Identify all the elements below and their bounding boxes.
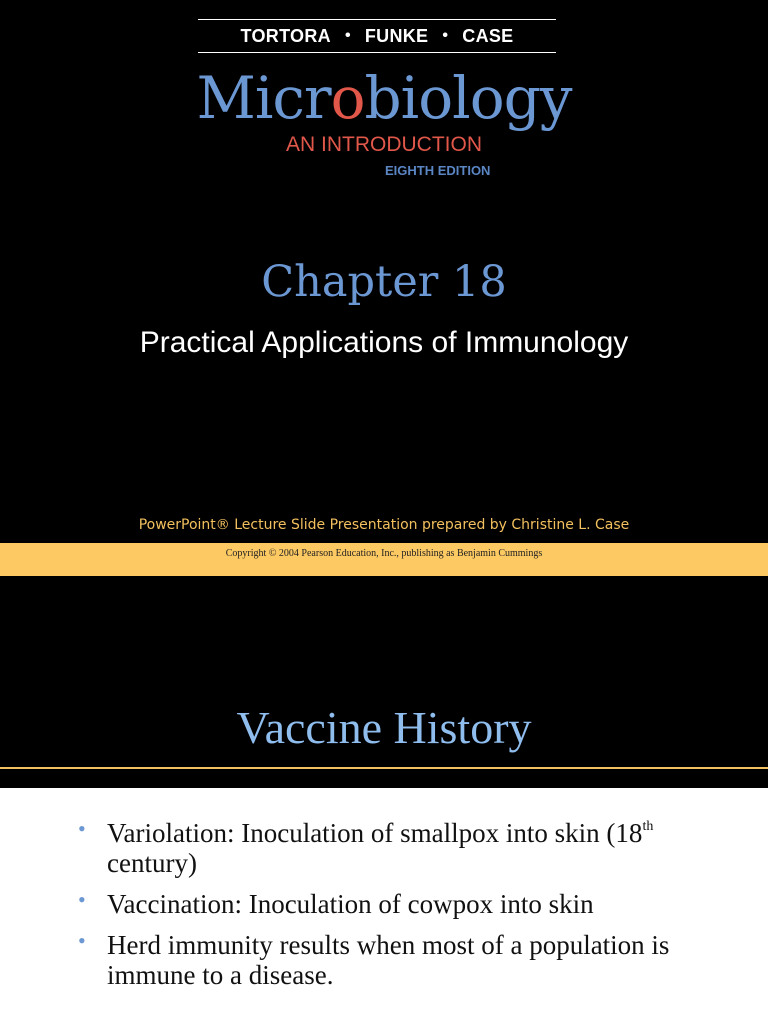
copyright-bar — [0, 543, 768, 576]
copyright-text: Copyright © 2004 Pearson Education, Inc., publishing as Benjamin Cummings — [225, 548, 543, 559]
edition-label: EIGHTH EDITION — [385, 163, 491, 178]
separator-dot-icon: • — [442, 27, 449, 44]
content-slide — [0, 576, 768, 1024]
title-divider — [0, 767, 768, 769]
bullet-list — [78, 818, 718, 1001]
bullet-superscript: th — [642, 819, 654, 834]
bullet-dot-icon: • — [78, 887, 86, 912]
book-subtitle: AN INTRODUCTION — [286, 133, 482, 156]
chapter-number: Chapter 18 — [261, 257, 507, 307]
book-title — [0, 62, 768, 134]
bullet-text: Herd immunity results when most of a population is immune to a disease. — [107, 930, 670, 990]
bullet-dot-icon: • — [78, 816, 86, 841]
book-title-accent-letter: o — [330, 64, 365, 132]
presenter-credit: PowerPoint® Lecture Slide Presentation prepared by Christine L. Case — [138, 517, 630, 533]
content-area — [0, 788, 768, 1024]
bullet-item — [78, 818, 718, 878]
bullet-item — [78, 930, 718, 990]
book-title-part: Micr — [196, 64, 331, 132]
author-name: CASE — [462, 25, 514, 46]
book-title-part: biology — [364, 64, 572, 132]
bullet-item — [78, 889, 718, 919]
separator-dot-icon: • — [344, 27, 351, 44]
bullet-text-continued: century) — [107, 848, 197, 878]
bullet-text: Variolation: Inoculation of smallpox into skin (18 — [107, 818, 643, 848]
author-name: TORTORA — [240, 25, 331, 46]
bullet-text: Vaccination: Inoculation of cowpox into skin — [107, 889, 594, 919]
author-name: FUNKE — [364, 25, 429, 46]
bullet-dot-icon: • — [78, 928, 86, 953]
slide-title: Vaccine History — [236, 702, 532, 753]
author-bar — [198, 19, 556, 53]
chapter-title: Practical Applications of Immunology — [139, 326, 629, 359]
